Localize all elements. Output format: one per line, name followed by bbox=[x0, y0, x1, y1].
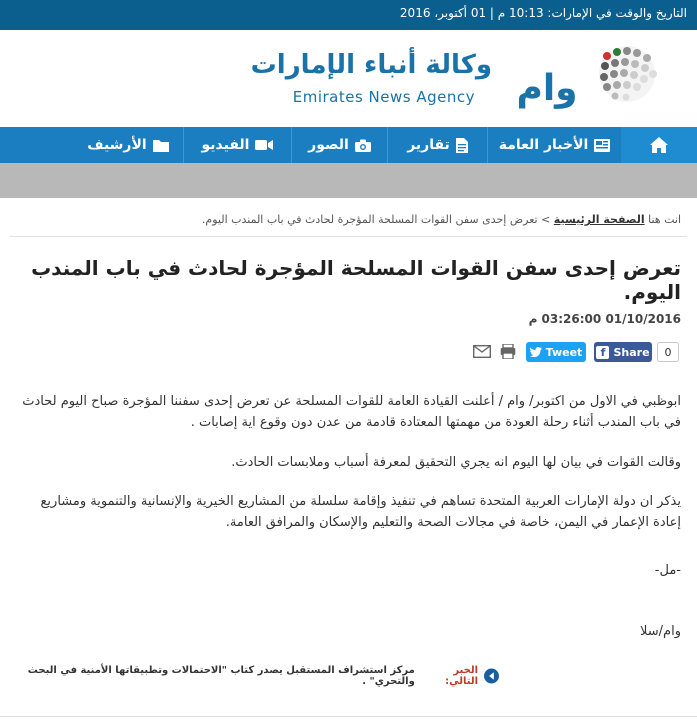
nav-item-label: الفيديو bbox=[201, 137, 250, 153]
datetime-text: التاريخ والوقت في الإمارات: 10:13 م | 01 أكتوبر، 2016 bbox=[399, 6, 687, 20]
article-signoff: -مل- bbox=[654, 563, 681, 578]
facebook-share-button[interactable]: f Share bbox=[594, 342, 652, 362]
tweet-button[interactable]: Tweet bbox=[526, 342, 586, 362]
facebook-icon: f bbox=[596, 346, 609, 359]
nav-item-label: الأخبار العامة bbox=[498, 137, 589, 153]
nav-item-video[interactable] bbox=[183, 127, 291, 163]
top-date-bar bbox=[0, 0, 697, 30]
nav-item-label: الصور bbox=[308, 137, 349, 153]
nav-item-archive[interactable] bbox=[73, 127, 183, 163]
main-nav bbox=[0, 127, 697, 163]
article-date: 01/10/2016 03:26:00 م bbox=[528, 312, 681, 326]
breadcrumb-home-link[interactable]: الصفحة الرئيسية bbox=[553, 213, 645, 226]
breadcrumb-divider bbox=[10, 236, 687, 237]
logo-text: وام bbox=[516, 68, 578, 109]
arrow-circle-icon bbox=[484, 668, 499, 684]
next-article-title: مركز استشراف المستقبل يصدر كتاب "الاحتمالات وتطبيقاتها الأمنية في البحث والتحري" . bbox=[27, 665, 415, 687]
next-article-link[interactable] bbox=[0, 665, 499, 687]
logo-dots-icon bbox=[599, 46, 657, 102]
print-icon[interactable] bbox=[500, 344, 516, 359]
nav-item-reports[interactable] bbox=[387, 127, 487, 163]
news-icon bbox=[594, 139, 610, 152]
video-icon bbox=[255, 139, 273, 151]
sub-nav-bar bbox=[0, 163, 697, 198]
breadcrumb-separator: > bbox=[541, 213, 551, 226]
nav-item-photos[interactable] bbox=[291, 127, 387, 163]
article-content bbox=[0, 198, 697, 720]
nav-home[interactable] bbox=[621, 127, 697, 163]
breadcrumb-current: تعرض إحدى سفن القوات المسلحة المؤجرة لحادث في باب المندب اليوم. bbox=[201, 213, 538, 226]
email-icon[interactable] bbox=[473, 345, 491, 358]
nav-item-label: تقارير bbox=[407, 137, 450, 153]
share-count: 0 bbox=[657, 342, 679, 362]
home-icon bbox=[649, 136, 669, 154]
article-paragraph: وقالت القوات في بيان لها اليوم انه يجري التحقيق لمعرفة أسباب وملابسات الحادث. bbox=[231, 455, 681, 470]
article-paragraph: ابوظبي في الاول من اكتوبر/ وام / أعلنت القيادة العامة للقوات المسلحة عن تعرض إحدى سفننا المؤجرة صباح اليوم لحادث في باب المندب أثناء رحلة العودة من مهمتها المعتادة قادمة من عدن دون وقوع اية إصابات . bbox=[22, 394, 681, 430]
twitter-bird-icon bbox=[530, 347, 542, 357]
share-toolbar bbox=[0, 342, 697, 362]
wam-logo[interactable] bbox=[507, 44, 667, 114]
camera-icon bbox=[355, 139, 371, 152]
article-title: تعرض إحدى سفن القوات المسلحة المؤجرة لحادث في باب المندب اليوم. bbox=[31, 256, 681, 304]
article-source: وام/سلا bbox=[640, 624, 681, 639]
brand-name-arabic: وكالة أنباء الإمارات bbox=[250, 50, 492, 80]
report-icon bbox=[456, 138, 468, 153]
nav-item-general-news[interactable] bbox=[487, 127, 621, 163]
breadcrumb bbox=[202, 213, 681, 226]
next-article-label: الخبر التالي: bbox=[445, 665, 479, 687]
folder-icon bbox=[153, 139, 169, 152]
footer-divider bbox=[0, 716, 697, 717]
article-paragraph: يذكر ان دولة الإمارات العربية المتحدة تساهم في تنفيذ وإقامة سلسلة من المشاريع الخيرية والإنسانية والتنموية ومشاريع إعادة الإعمار في اليمن، خاصة في مجالات الصحة والتعليم والإسكان والمرافق العامة. bbox=[40, 494, 681, 530]
brand-name-english: Emirates News Agency bbox=[292, 88, 475, 106]
site-header bbox=[0, 30, 697, 127]
breadcrumb-prefix: انت هنا bbox=[648, 213, 681, 226]
nav-item-label: الأرشيف bbox=[87, 137, 147, 153]
